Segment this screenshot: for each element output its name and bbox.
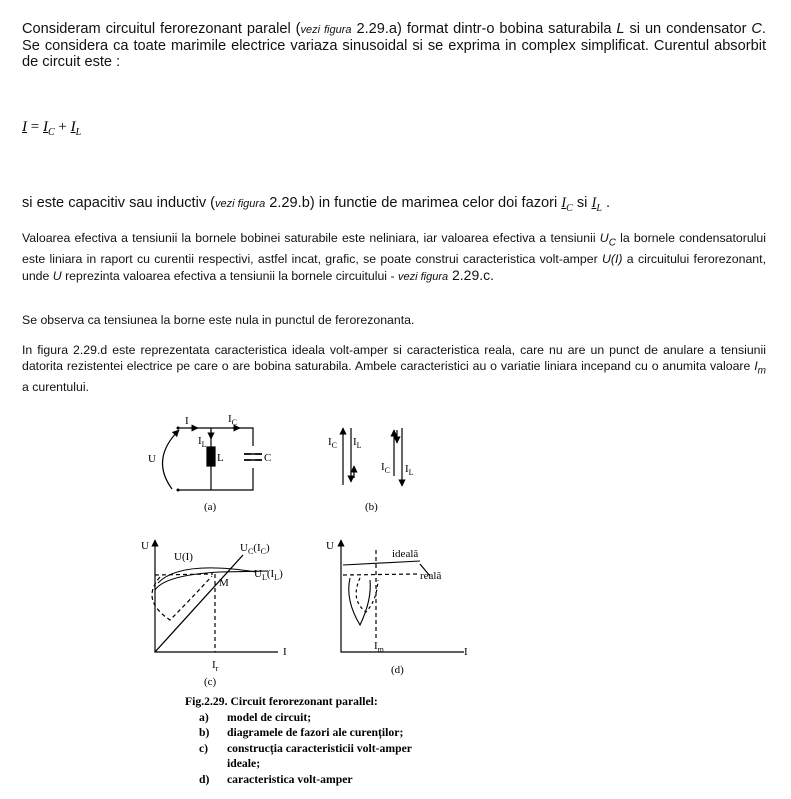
figure-reference: vezi figura <box>215 198 266 210</box>
label-U-of-I: U(I) <box>174 551 193 563</box>
paragraph-intro: Consideram circuitul ferorezonant paralel (vezi figura 2.29.a) format dintr-o bobina saturabila L si un condensator C. Se considera ca toate marimile electrice variaza sinusoidal si se exprima in complex simplificat. Curentul absorbit de circuit este : <box>22 21 766 70</box>
caption-title: Fig.2.29. Circuit ferorezonant parallel: <box>185 695 378 708</box>
caption-item: ideale; <box>227 757 261 770</box>
label-IC: $I_C$ <box>228 413 238 427</box>
label-U: U <box>148 453 156 465</box>
current-equation: $I = I_C + I_L$ <box>22 119 82 138</box>
symbol-C: C <box>751 21 762 37</box>
caption-item: d) caracteristica volt-amper <box>199 772 353 786</box>
label-Ir: $I_r$ <box>212 659 219 673</box>
label-IC: $I_C$ <box>328 436 338 450</box>
subfigure-d-tag: (d) <box>391 664 404 676</box>
terminal-dot <box>177 427 180 430</box>
circuit-model <box>163 428 262 490</box>
label-UL-of-IL: $U_L(I_L)$ <box>254 568 283 582</box>
axis-label-U: U <box>326 540 334 552</box>
figure-caption <box>185 694 505 787</box>
caption-item: c) construcția caracteristicii volt-amper <box>199 741 412 755</box>
label-I: I <box>185 415 189 427</box>
label-inductor-L: L <box>217 452 224 464</box>
caption-item: a) model de circuit; <box>199 710 312 724</box>
label-Im: $I_m$ <box>374 640 384 654</box>
subfigure-a-tag: (a) <box>204 501 217 513</box>
figure-reference: vezi figura <box>300 24 352 36</box>
label-point-M: M <box>219 577 229 589</box>
paragraph-ferroresonance-point: Se observa ca tensiunea la borne este nula in punctul de ferorezonanta. <box>22 313 415 327</box>
label-real: reală <box>420 570 442 582</box>
terminal-dot <box>177 489 180 492</box>
paragraph-real-characteristic: In figura 2.29.d este reprezentata caracteristica ideala volt-amper si caracteristica reala, care nu are un punct de anulare a tensiunii datorita rezistentei electrice pe care o are bobina saturabila. Ambele caracteristici au o variatie liniara incepand cu o anumita valoare $I_m$ a curentului. <box>22 343 766 395</box>
paragraph-phasor: si este capacitiv sau inductiv (vezi figura 2.29.b) in functie de marimea celor doi fazori $I_C$ si $I_L$ . <box>22 195 611 214</box>
label-IL: $I_L$ <box>198 435 207 449</box>
phasor-diagrams <box>343 428 402 486</box>
axis-label-I: I <box>283 646 287 658</box>
caption-item: b) diagramele de fazori ale curenților; <box>199 726 404 739</box>
label-UC-of-IC: $U_C(I_C)$ <box>240 542 270 556</box>
label-ideal: ideală <box>392 548 419 560</box>
ideal-characteristic-plot <box>152 540 278 652</box>
axis-label-U: U <box>141 540 149 552</box>
figure-reference: vezi figura <box>397 271 449 284</box>
label-IL: $I_L$ <box>353 436 362 450</box>
label-capacitor-C: C <box>264 452 272 464</box>
axis-label-I: I <box>464 646 468 658</box>
paragraph-characteristic: Valoarea efectiva a tensiunii la bornele bobinei saturabile este neliniara, iar valoarea efectiva a tensiunii $U_C$ la bornele condensatorului este liniara in raport cu curentii respectivi, astfel incat, grafic, se poate construi caracteristica volt-amper U(I) a circuitului ferorezonant, unde U reprezinta valoarea efectiva a tensiunii la bornele circuitului - vezi figura 2.29.c. <box>22 231 766 284</box>
symbol-L: L <box>616 21 625 37</box>
label-IL: $I_L$ <box>405 463 414 477</box>
capacitor-gap <box>251 446 255 468</box>
subfigure-b-tag: (b) <box>365 501 378 513</box>
label-IC: $I_C$ <box>381 461 391 475</box>
subfigure-c-tag: (c) <box>204 676 217 688</box>
